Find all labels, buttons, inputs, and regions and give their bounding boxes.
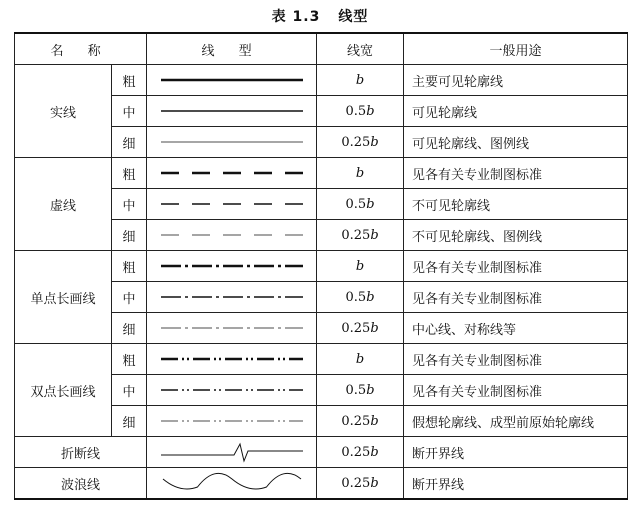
line-sample bbox=[147, 127, 317, 158]
table-row bbox=[15, 251, 628, 282]
line-width bbox=[317, 65, 404, 96]
group-name: 波浪线 bbox=[15, 468, 147, 500]
table-title: 线型 bbox=[338, 9, 369, 25]
sub-name: 中 bbox=[112, 282, 147, 313]
line-width bbox=[317, 437, 404, 468]
line-type-table bbox=[14, 32, 628, 500]
width-variable: b bbox=[366, 196, 375, 212]
width-variable: b bbox=[370, 227, 379, 243]
sub-name: 中 bbox=[112, 96, 147, 127]
table-number: 表 1.3 bbox=[271, 9, 321, 25]
line-sample bbox=[147, 437, 317, 468]
table-row bbox=[15, 468, 628, 500]
table-row bbox=[15, 65, 628, 96]
line-sample bbox=[147, 282, 317, 313]
usage: 可见轮廓线、图例线 bbox=[404, 127, 628, 158]
line-width bbox=[317, 406, 404, 437]
sub-name: 粗 bbox=[112, 251, 147, 282]
line-sample-svg bbox=[157, 194, 307, 214]
width-variable: b bbox=[370, 444, 379, 460]
line-width bbox=[317, 220, 404, 251]
group-name: 双点长画线 bbox=[15, 344, 112, 437]
usage: 中心线、对称线等 bbox=[404, 313, 628, 344]
usage: 见各有关专业制图标准 bbox=[404, 375, 628, 406]
line-width bbox=[317, 468, 404, 500]
usage: 断开界线 bbox=[404, 468, 628, 500]
width-number: 0.5 bbox=[345, 382, 367, 398]
usage: 断开界线 bbox=[404, 437, 628, 468]
width-number: 0.25 bbox=[341, 227, 371, 243]
line-sample-svg bbox=[157, 349, 307, 369]
usage: 见各有关专业制图标准 bbox=[404, 158, 628, 189]
line-width bbox=[317, 158, 404, 189]
break-line-svg bbox=[157, 440, 307, 464]
group-name: 单点长画线 bbox=[15, 251, 112, 344]
width-variable: b bbox=[355, 165, 365, 181]
sub-name: 细 bbox=[112, 313, 147, 344]
width-variable: b bbox=[366, 103, 375, 119]
line-width bbox=[317, 189, 404, 220]
line-sample bbox=[147, 313, 317, 344]
line-width bbox=[317, 251, 404, 282]
line-sample bbox=[147, 189, 317, 220]
sub-name: 粗 bbox=[112, 344, 147, 375]
sub-name: 粗 bbox=[112, 65, 147, 96]
wave-line-svg bbox=[157, 471, 307, 495]
width-number: 0.25 bbox=[341, 475, 371, 491]
line-sample-svg bbox=[157, 411, 307, 431]
width-number: 0.25 bbox=[341, 320, 371, 336]
line-sample-svg bbox=[157, 256, 307, 276]
header-row bbox=[15, 33, 628, 65]
line-sample-svg bbox=[157, 287, 307, 307]
line-sample bbox=[147, 375, 317, 406]
break-line-mark bbox=[161, 444, 303, 461]
usage: 见各有关专业制图标准 bbox=[404, 344, 628, 375]
width-variable: b bbox=[370, 475, 379, 491]
line-sample bbox=[147, 344, 317, 375]
usage: 可见轮廓线 bbox=[404, 96, 628, 127]
line-sample-svg bbox=[157, 70, 307, 90]
sub-name: 粗 bbox=[112, 158, 147, 189]
line-width bbox=[317, 375, 404, 406]
wave-line-mark bbox=[163, 473, 301, 489]
width-variable: b bbox=[355, 258, 365, 274]
line-width bbox=[317, 282, 404, 313]
line-sample bbox=[147, 406, 317, 437]
sub-name: 中 bbox=[112, 375, 147, 406]
width-variable: b bbox=[366, 382, 375, 398]
usage: 不可见轮廓线 bbox=[404, 189, 628, 220]
width-variable: b bbox=[366, 289, 375, 305]
width-variable: b bbox=[370, 320, 379, 336]
usage: 见各有关专业制图标准 bbox=[404, 282, 628, 313]
line-sample bbox=[147, 96, 317, 127]
line-sample bbox=[147, 220, 317, 251]
width-variable: b bbox=[370, 134, 379, 150]
header-line-width: 线宽 bbox=[317, 33, 404, 65]
line-sample-svg bbox=[157, 163, 307, 183]
line-sample bbox=[147, 251, 317, 282]
sub-name: 细 bbox=[112, 127, 147, 158]
sub-name: 中 bbox=[112, 189, 147, 220]
width-number: 0.5 bbox=[345, 196, 367, 212]
width-number: 0.25 bbox=[341, 413, 371, 429]
line-sample-svg bbox=[157, 101, 307, 121]
line-sample-svg bbox=[157, 380, 307, 400]
header-line-type: 线 型 bbox=[147, 33, 317, 65]
width-number: 0.25 bbox=[341, 444, 371, 460]
width-number: 0.25 bbox=[341, 134, 371, 150]
width-number: 0.5 bbox=[345, 289, 367, 305]
line-sample bbox=[147, 468, 317, 500]
line-sample-svg bbox=[157, 225, 307, 245]
usage: 假想轮廓线、成型前原始轮廓线 bbox=[404, 406, 628, 437]
table-row bbox=[15, 437, 628, 468]
line-sample-svg bbox=[157, 318, 307, 338]
line-sample bbox=[147, 158, 317, 189]
line-sample-svg bbox=[157, 132, 307, 152]
line-width bbox=[317, 344, 404, 375]
sub-name: 细 bbox=[112, 220, 147, 251]
line-sample bbox=[147, 65, 317, 96]
group-name: 折断线 bbox=[15, 437, 147, 468]
line-width bbox=[317, 313, 404, 344]
width-number: 0.5 bbox=[345, 103, 367, 119]
table-caption bbox=[0, 6, 640, 26]
table-row bbox=[15, 158, 628, 189]
width-variable: b bbox=[355, 351, 365, 367]
width-variable: b bbox=[355, 72, 365, 88]
usage: 不可见轮廓线、图例线 bbox=[404, 220, 628, 251]
usage: 主要可见轮廓线 bbox=[404, 65, 628, 96]
width-variable: b bbox=[370, 413, 379, 429]
group-name: 虚线 bbox=[15, 158, 112, 251]
header-usage: 一般用途 bbox=[404, 33, 628, 65]
group-name: 实线 bbox=[15, 65, 112, 158]
line-width bbox=[317, 127, 404, 158]
table-row bbox=[15, 344, 628, 375]
header-name: 名 称 bbox=[15, 33, 147, 65]
line-width bbox=[317, 96, 404, 127]
usage: 见各有关专业制图标准 bbox=[404, 251, 628, 282]
sub-name: 细 bbox=[112, 406, 147, 437]
